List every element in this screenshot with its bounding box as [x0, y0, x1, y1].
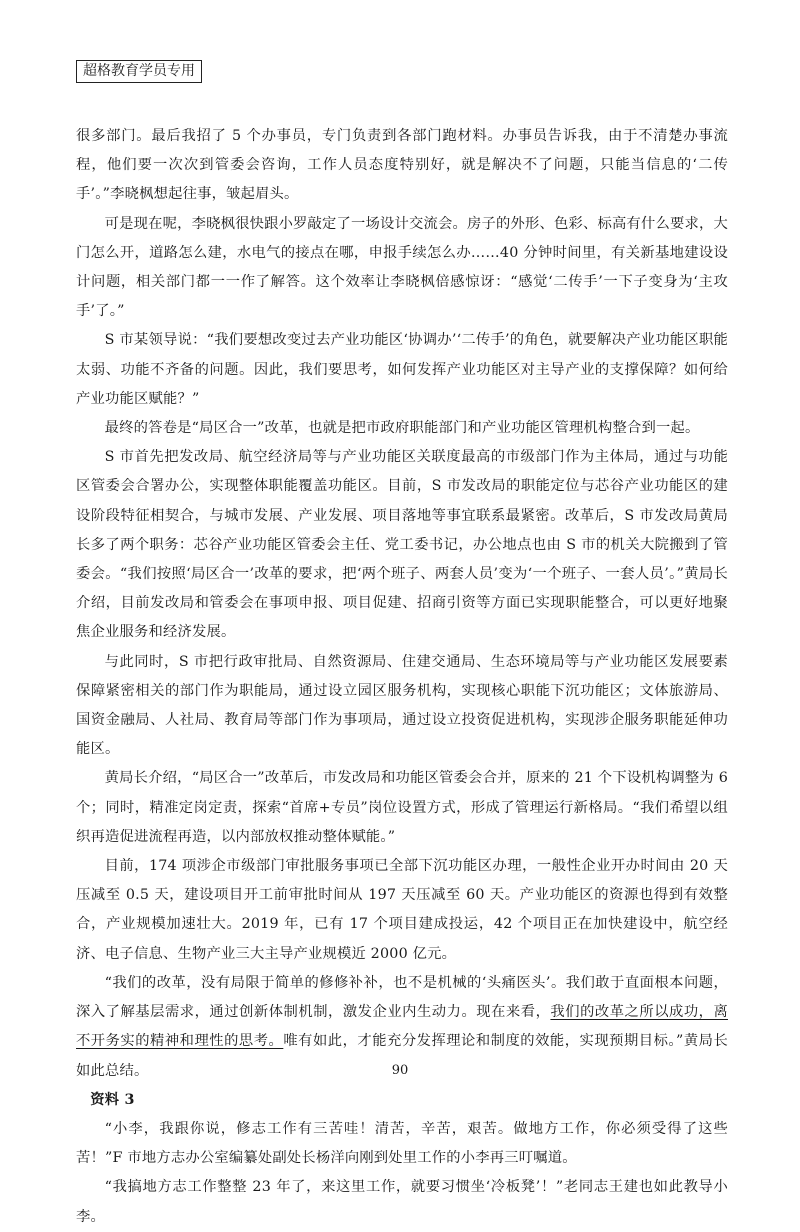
section-heading: 资料 3 [90, 1091, 135, 1108]
page-number: 90 [391, 1063, 409, 1078]
paragraph: 目前，174 项涉企市级部门审批服务事项已全部下沉功能区办理，一般性企业开办时间由 20 天压减至 0.5 天，建设项目开工前审批时间从 197 天压减至 60 天。产业功能区的资源也得到有效整合，产业规模加速壮大。2019 年，已有 17 个项目建成投运，42 个项目正在加快建设中，航空经济、电子信息、生物产业三大主导产业规模近 2000 亿元。 [76, 858, 728, 962]
header-label: 超格教育学员专用 [76, 60, 202, 83]
paragraph: 与此同时，S 市把行政审批局、自然资源局、住建交通局、生态环境局等与产业功能区发展要素保障紧密相关的部门作为职能局，通过设立园区服务机构，实现核心职能下沉功能区；文体旅游局、国资金融局、人社局、教育局等部门作为事项局，通过设立投资促进机构，实现涉企服务职能延伸功能区。 [76, 653, 728, 758]
underlined-sentence: 我们的改革之所以成功，离不开务实的精神和理性的思考。 [76, 1004, 728, 1050]
paragraph: “小李，我跟你说，修志工作有三苦哇！清苦，辛苦，艰苦。做地方工作，你必须受得了这些苦！”F 市地方志办公室编纂处副处长杨洋向刚到处里工作的小李再三叮嘱道。 [76, 1120, 728, 1167]
paragraph: S 市首先把发改局、航空经济局等与产业功能区关联度最高的市级部门作为主体局，通过与功能区管委会合署办公，实现整体职能覆盖功能区。目前，S 市发改局的职能定位与芯谷产业功能区的建设阶段特征相契合，与城市发展、产业发展、项目落地等事宜联系最紧密。改革后，S 市发改局黄局长多了两个职务：芯谷产业功能区管委会主任、党工委书记，办公地点也由 S 市的机关大院搬到了管委会。“我们按照‘局区合一’改革的要求，把‘两个班子、两套人员’变为‘一个班子、一套人员’。”黄局长介绍，目前发改局和管委会在事项申报、项目促建、招商引资等方面已实现职能整合，可以更好地聚焦企业服务和经济发展。 [76, 449, 728, 641]
paragraph: 很多部门。最后我招了 5 个办事员，专门负责到各部门跑材料。办事员告诉我，由于不清楚办事流程，他们要一次次到管委会咨询，工作人员态度特别好，就是解决不了问题，只能当信息的‘二传手’。”李晓枫想起往事，皱起眉头。 [76, 128, 728, 203]
paragraph-text-after: 唯有如此，才能充分发挥理论和制度的效能，实现预期目标。”黄局长如此总结。 [76, 1033, 728, 1079]
paragraph: 可是现在呢，李晓枫很快跟小罗敲定了一场设计交流会。房子的外形、色彩、标高有什么要求，大门怎么开，道路怎么建，水电气的接点在哪，申报手续怎么办……40 分钟时间里，有关新基地建设设计问题，相关部门都一一作了解答。这个效率让李晓枫倍感惊讶：“感觉‘二传手’一下子变身为‘主攻手’了。” [76, 215, 728, 320]
paragraph: 黄局长介绍，“局区合一”改革后，市发改局和功能区管委会合并，原来的 21 个下设机构调整为 6 个；同时，精准定岗定责，探索“首席+专员”岗位设置方式，形成了管理运行新格局。“我们希望以组织再造促进流程再造，以内部放权推动整体赋能。” [76, 770, 728, 845]
paragraph: S 市某领导说：“我们要想改变过去产业功能区‘协调办’‘二传手’的角色，就要解决产业功能区职能太弱、功能不齐备的问题。因此，我们要思考，如何发挥产业功能区对主导产业的支撑保障？如何给产业功能区赋能？” [76, 332, 728, 407]
paragraph: 最终的答卷是“局区合一”改革，也就是把市政府职能部门和产业功能区管理机构整合到一起。 [104, 420, 700, 437]
paragraph-text-before: “我们的改革，没有局限于简单的修修补补，也不是机械的‘头痛医头’。我们敢于直面根本问题，深入了解基层需求，通过创新体制机制，激发企业内生动力。现在来看， [76, 974, 728, 1021]
paragraph: “我搞地方志工作整整 23 年了，来这里工作，就要习惯坐‘冷板凳’！”老同志王建也如此教导小李。 [76, 1179, 728, 1225]
